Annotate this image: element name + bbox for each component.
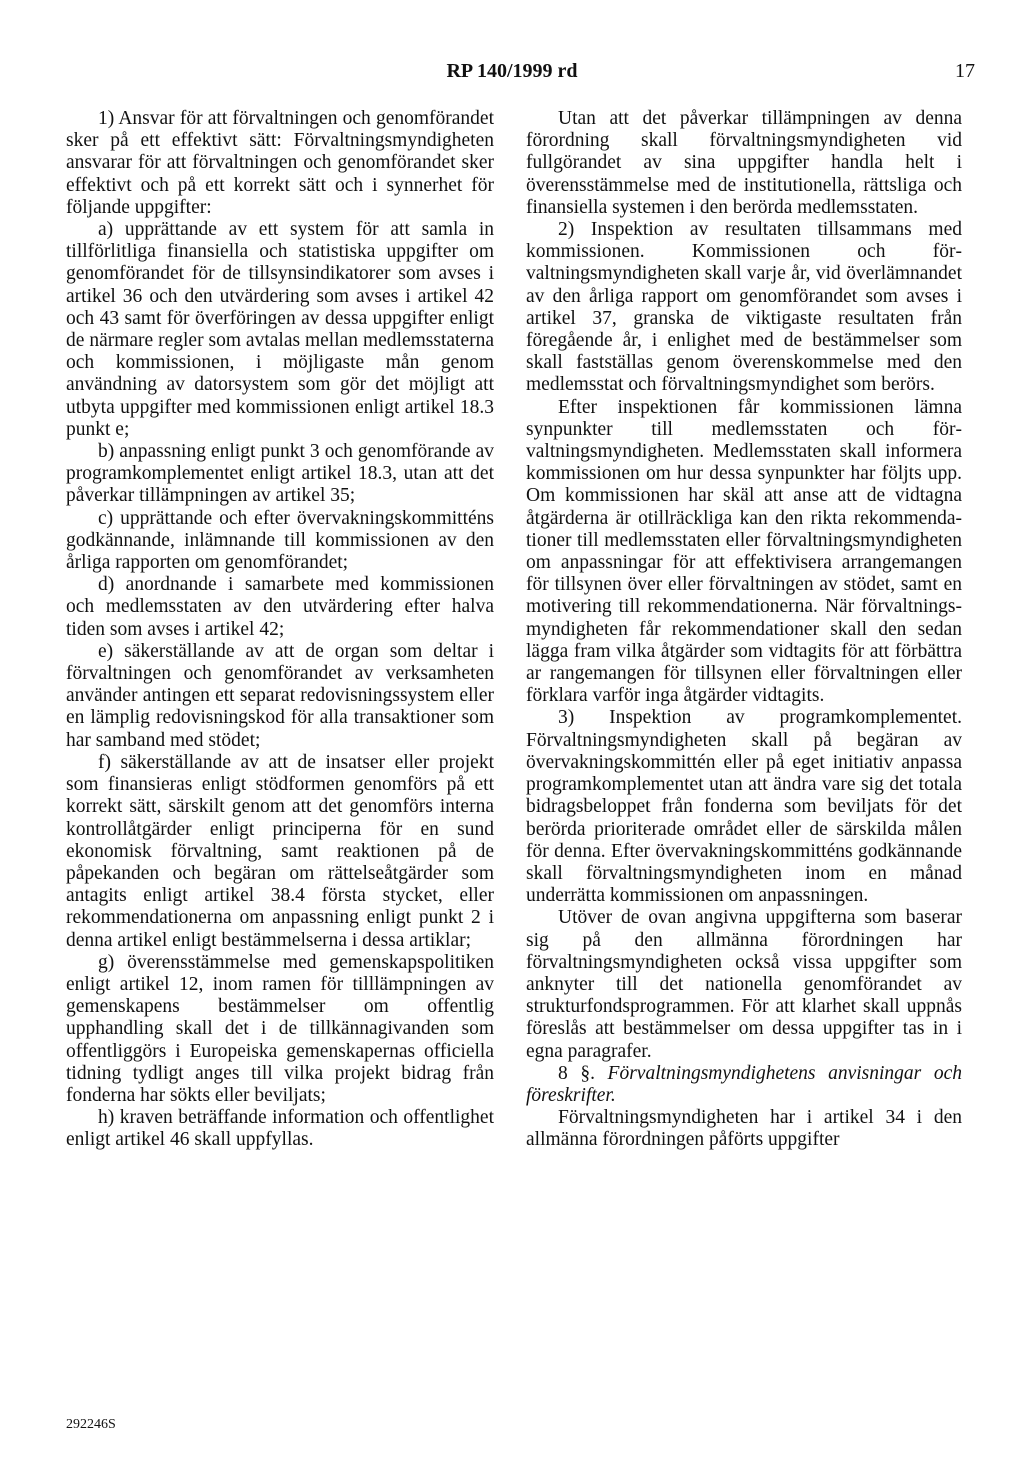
section-title: Förvaltningsmyndighetens anvisningar och föreskrifter. xyxy=(526,1062,963,1106)
paragraph-national-systems: Utan att det påverkar tillämpningen av denna förordning skall förvaltningsmyndigheten vid fullgörandet av sina uppgifter handla helt i överensstämmelse med de institutionella, rättsliga och finansiella systemen i den berörda medlemsstaten. xyxy=(526,108,962,218)
page-header-title: RP 140/1999 rd xyxy=(446,60,578,82)
paragraph-article-34: Förvaltningsmyndigheten har i artikel 34 i den allmänna förordningen påförts uppgifter xyxy=(526,1107,962,1151)
right-column xyxy=(526,108,962,1152)
left-column xyxy=(66,108,494,1152)
list-item-e: e) säkerställande av att de organ som deltar i förvaltningen och genomförandet av verksamheten använder antingen ett separat redovisningssystem eller en lämplig redovisningskod för alla transaktioner som har samband med stödet; xyxy=(66,640,494,751)
list-item-c: c) upprättande och efter övervakningskommitténs godkännande, inlämnande till kommissionen av den årliga rapporten om genomförandet; xyxy=(66,507,494,574)
section-heading-8 xyxy=(526,1063,962,1107)
paragraph-programme-complement: 3) Inspektion av programkomplementet. Förvaltningsmyndigheten skall på begäran av övervakningskommittén eller på eget initiativ anpassa programkomplementet utan att ändra vare sig det totala bidragsbeloppet från fonderna som beviljats för det berörda prioriterade området eller de särskilda målen för denna. Efter övervakningskommitténs godkännande skall förvaltningsmyndigheten inom en månad underrätta kommissionen om anpassningen. xyxy=(526,707,962,907)
list-item-g: g) överensstämmelse med gemenskapspolitiken enligt artikel 12, inom ramen för tilllämpningen av gemenskapens bestämmelser om offentlig upphandling skall det i de tillkännagivanden som offentliggörs i Europeiska gemenskapernas officiella tidning tydligt anges till vilka projekt bidrag från fonderna har sökts eller beviljats; xyxy=(66,951,494,1106)
list-item-h: h) kraven beträffande information och offentlighet enligt artikel 46 skall uppfyllas. xyxy=(66,1107,494,1151)
page-number: 17 xyxy=(955,60,975,82)
footer-code: 292246S xyxy=(66,1417,116,1432)
section-number: 8 §. xyxy=(558,1062,608,1084)
paragraph-recommendations: Efter inspektionen får kommissionen lämna synpunkter till medlemsstaten och förvaltningsmyndigheten. Medlemsstaten skall informera kommissionen om hur dessa synpunkter har följts upp. Om kommissionen har skäl att anse att de vidtagna åtgärderna är otillräckliga kan den rikta rekommendationer till medlemsstaten eller förvaltningsmyndigheten om anpassningar för att effektivisera arrangemangen för tillsynen över eller förvaltningen av stödet, samt en motivering till rekommendationerna. När förvaltningsmyndigheten får rekommendationer skall den sedan lägga fram vilka åtgärder som vidtagits för att förbättra ar rangemangen för tillsynen eller förvaltningen eller förklara varför inga åtgärder vidtagits. xyxy=(526,396,962,707)
list-item-f: f) säkerställande av att de insatser eller projekt som finansieras enligt stödformen genomförs på ett korrekt sätt, särskilt genom att det genomförs interna kontrollåtgärder enligt principerna för en sund ekonomisk förvaltning, samt reaktionen på de påpekanden och begäran om rättelseåtgärder som antagits enligt artikel 38.4 första stycket, eller rekommendationerna om anpassning enligt punkt 2 i denna artikel enligt bestämmelserna i dessa artiklar; xyxy=(66,751,494,951)
list-item-d: d) anordnande i samarbete med kommissionen och medlemsstaten av den utvärdering efter halva tiden som avses i artikel 42; xyxy=(66,574,494,640)
paragraph-national-tasks: Utöver de ovan angivna uppgifterna som baserar sig på den allmänna förordningen har förvaltningsmyndigheten också vissa uppgifter som anknyter till det nationella genomförandet av strukturfondsprogrammen. För att klarhet skall uppnås föreslås att bestämmelser om dessa uppgifter tas in i egna paragrafer. xyxy=(526,907,962,1062)
list-item-b: b) anpassning enligt punkt 3 och genomförande av programkomplementet enligt artikel 18.3, utan att det påverkar tillämpningen av artikel 35; xyxy=(66,441,494,507)
paragraph-inspection-results: 2) Inspektion av resultaten tillsammans med kommissionen. Kommissionen och förvaltningsmyndigheten skall varje år, vid överlämnandet av den årliga rapport om genomförandet som avses i artikel 37, granska de viktigaste resultaten från föregående år, i enlighet med de bestämmelser som skall fastställas genom överenskommelse med den medlemsstat och förvaltningsmyndighet som berörs. xyxy=(526,219,962,396)
list-item-a: a) upprättande av ett system för att samla in tillförlitliga finansiella och statistiska uppgifter om genomförandet för de tillsynsindikatorer som avses i artikel 36 och den utvärdering som avses i artikel 42 och 43 samt för överföringen av dessa uppgifter enligt de närmare regler som avtalas mellan medlemsstaterna och kommissionen, i möjligaste mån genom användning av datorsystem som gör det möjligt att utbyta uppgifter med kommissionen enligt artikel 18.3 punkt e; xyxy=(66,219,494,440)
paragraph-1-heading: 1) Ansvar för att förvaltningen och genomförandet sker på ett effektivt sätt: Förvaltningsmyndigheten ansvarar för att förvaltningen och genomförandet sker effektivt och på ett korrekt sätt och i synnerhet för följande uppgifter: xyxy=(66,108,494,218)
